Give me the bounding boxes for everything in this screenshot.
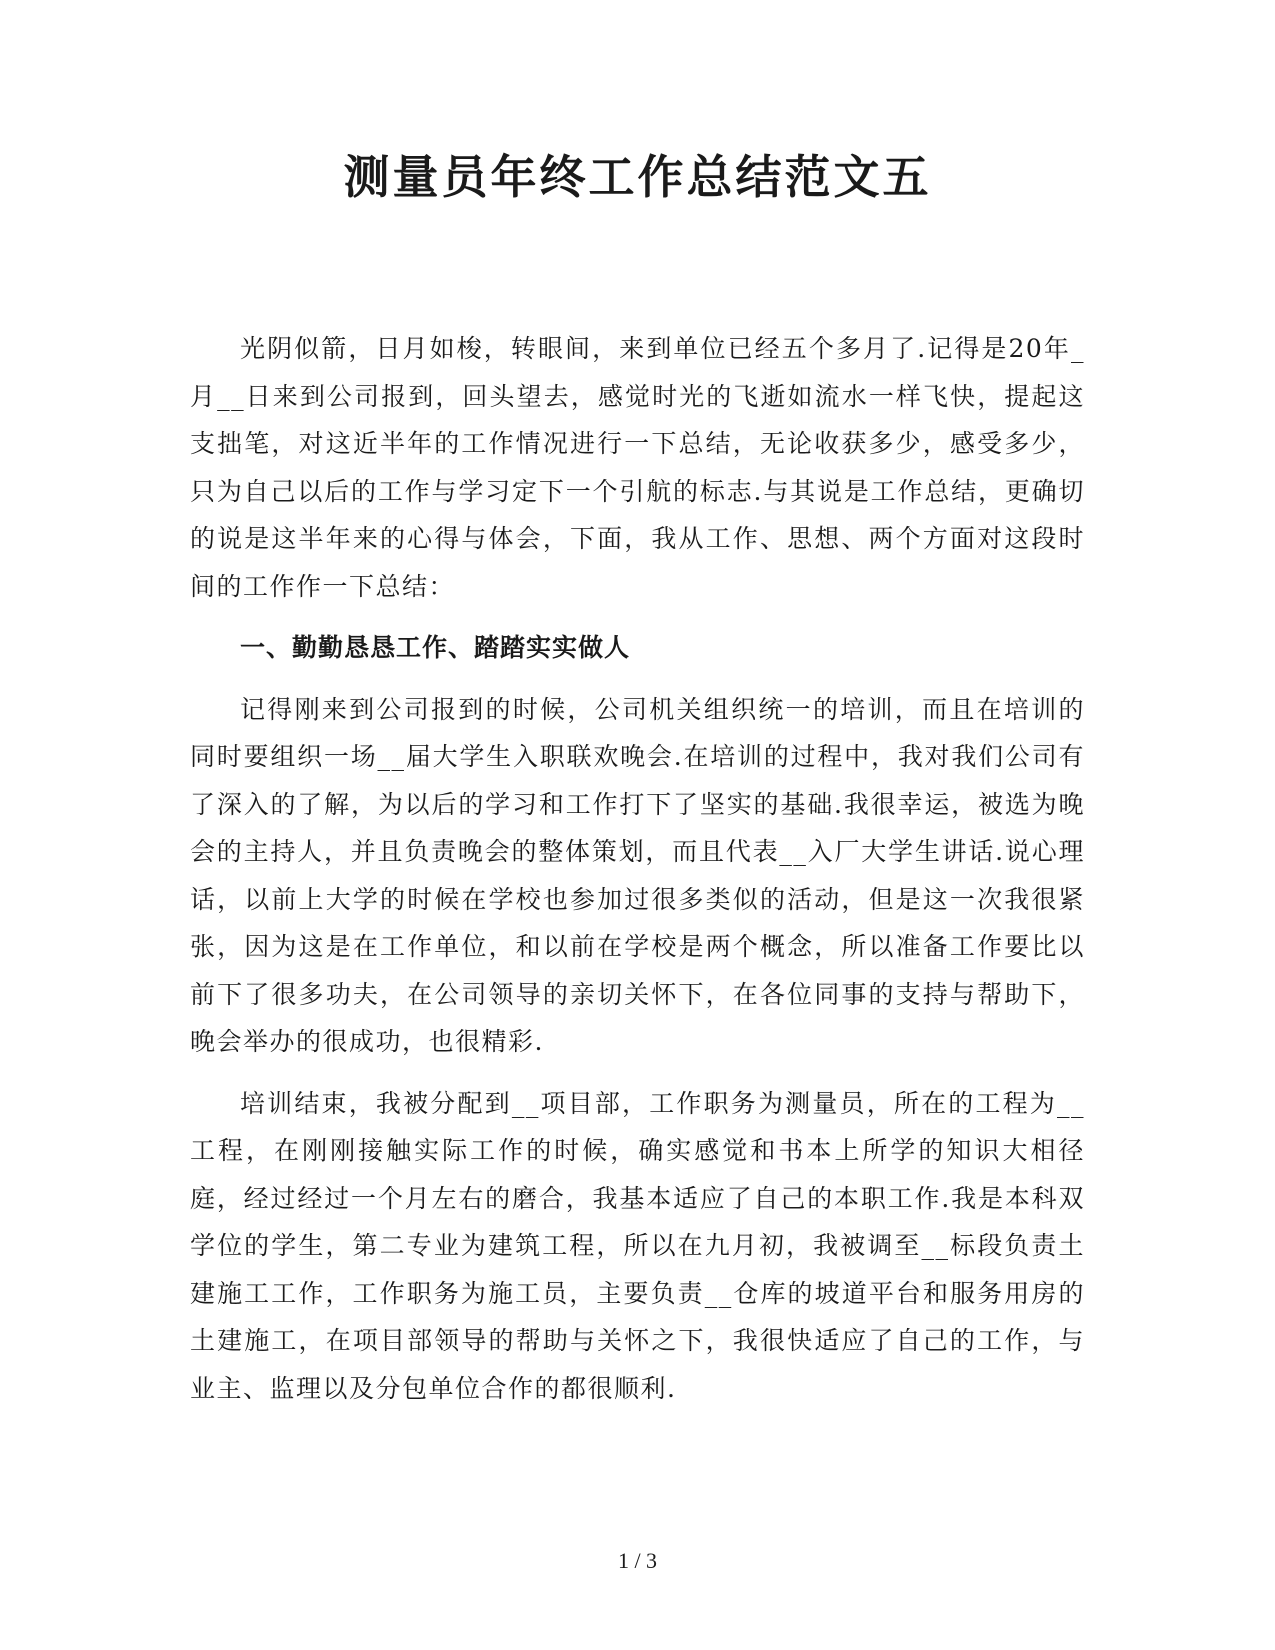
paragraph-training: 记得刚来到公司报到的时候，公司机关组织统一的培训，而且在培训的同时要组织一场__届大学生入职联欢晚会.在培训的过程中，我对我们公司有了深入的了解，为以后的学习和工作打下了坚实的基础.我很幸运，被选为晚会的主持人，并且负责晚会的整体策划，而且代表__入厂大学生讲话.说心理话，以前上大学的时候在学校也参加过很多类似的活动，但是这一次我很紧张，因为这是在工作单位，和以前在学校是两个概念，所以准备工作要比以前下了很多功夫，在公司领导的亲切关怀下，在各位同事的支持与帮助下，晚会举办的很成功，也很精彩. [190, 694, 1085, 1056]
document-title: 测量员年终工作总结范文五 [343, 150, 932, 204]
section-heading-1: 一、勤勤恳恳工作、踏踏实实做人 [240, 633, 631, 662]
paragraph-intro: 光阴似箭，日月如梭，转眼间，来到单位已经五个多月了.记得是20年_月__日来到公司报到，回头望去，感觉时光的飞逝如流水一样飞快，提起这支拙笔，对这近半年的工作情况进行一下总结，无论收获多少，感受多少，只为自己以后的工作与学习定下一个引航的标志.与其说是工作总结，更确切的说是这半年来的心得与体会，下面，我从工作、思想、两个方面对这段时间的工作作一下总结： [190, 334, 1085, 601]
paragraph-assignment: 培训结束，我被分配到__项目部，工作职务为测量员，所在的工程为__工程，在刚刚接触实际工作的时候，确实感觉和书本上所学的知识大相径庭，经过经过一个月左右的磨合，我基本适应了自己的本职工作.我是本科双学位的学生，第二专业为建筑工程，所以在九月初，我被调至__标段负责土建施工工作，工作职务为施工员，主要负责__仓库的坡道平台和服务用房的土建施工，在项目部领导的帮助与关怀之下，我很快适应了自己的工作，与业主、监理以及分包单位合作的都很顺利. [190, 1088, 1085, 1403]
page-number: 1 / 3 [617, 1548, 658, 1573]
document-body [190, 325, 1085, 1426]
